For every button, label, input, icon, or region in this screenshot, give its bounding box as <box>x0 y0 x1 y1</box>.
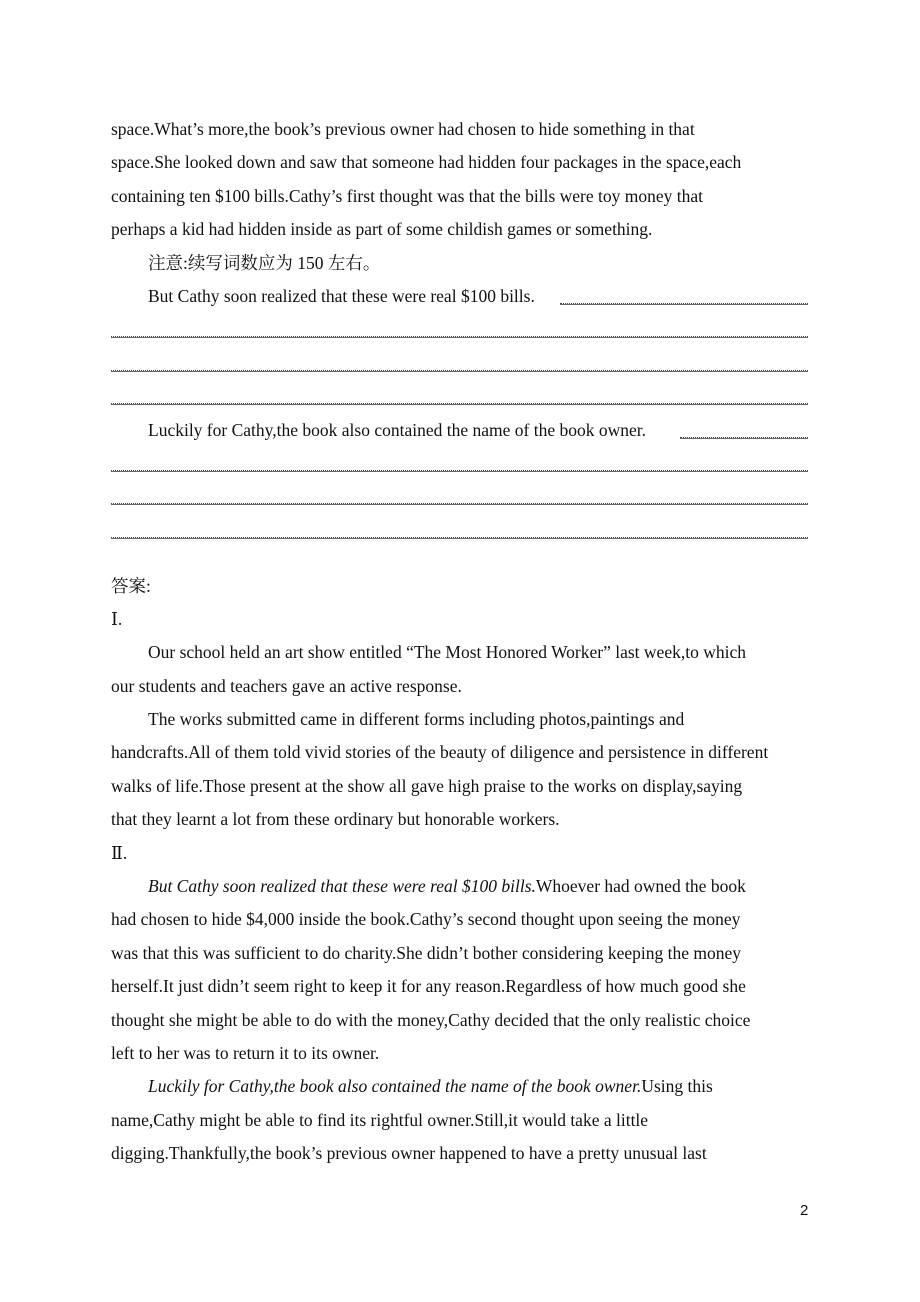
answer-2-line: left to her was to return it to its owner. <box>111 1043 380 1063</box>
prompt-2: Luckily for Cathy,the book also contained the name of the book owner. <box>148 420 646 440</box>
page-number: 2 <box>800 1202 809 1219</box>
answer-2-line: digging.Thankfully,the book’s previous owner happened to have a pretty unusual last <box>111 1143 707 1163</box>
section-2-label: Ⅱ. <box>111 843 128 863</box>
passage-line: perhaps a kid had hidden inside as part of some childish games or something. <box>111 219 653 239</box>
answer-2-line: name,Cathy might be able to find its rightful owner.Still,it would take a little <box>111 1110 649 1130</box>
writing-line[interactable] <box>111 537 808 539</box>
answer-1-line: Our school held an art show entitled “The Most Honored Worker” last week,to which <box>148 642 746 662</box>
section-1-label: Ⅰ. <box>111 609 123 629</box>
passage-line: containing ten $100 bills.Cathy’s first thought was that the bills were toy money that <box>111 186 704 206</box>
answer-2-first-text: Whoever had owned the book <box>535 876 746 896</box>
answer-2-second-text: Using this <box>641 1076 713 1096</box>
prompt-1: But Cathy soon realized that these were real $100 bills. <box>148 286 535 306</box>
passage-line: space.What’s more,the book’s previous owner had chosen to hide something in that <box>111 119 695 139</box>
writing-line[interactable] <box>111 370 808 372</box>
answer-2-line <box>148 875 746 897</box>
answer-1-line: walks of life.Those present at the show all gave high praise to the works on display,saying <box>111 776 743 796</box>
prompt-1-italic: But Cathy soon realized that these were real $100 bills. <box>148 876 536 896</box>
answers-heading: 答案: <box>111 576 151 596</box>
writing-line[interactable] <box>680 437 808 439</box>
answer-1-line: The works submitted came in different forms including photos,paintings and <box>148 709 685 729</box>
writing-line[interactable] <box>560 303 808 305</box>
prompt-2-italic: Luckily for Cathy,the book also contained the name of the book owner. <box>148 1076 642 1096</box>
answer-2-line <box>148 1075 713 1097</box>
writing-line[interactable] <box>111 503 808 505</box>
answer-2-line: was that this was sufficient to do charity.She didn’t bother considering keeping the money <box>111 943 742 963</box>
word-count-note: 注意:续写词数应为 150 左右。 <box>148 253 381 273</box>
passage-line: space.She looked down and saw that someone had hidden four packages in the space,each <box>111 152 742 172</box>
writing-line[interactable] <box>111 403 808 405</box>
answer-2-line: herself.It just didn’t seem right to keep it for any reason.Regardless of how much good she <box>111 976 746 996</box>
writing-line[interactable] <box>111 470 808 472</box>
answer-1-line: our students and teachers gave an active response. <box>111 676 462 696</box>
answer-2-line: had chosen to hide $4,000 inside the book.Cathy’s second thought upon seeing the money <box>111 909 741 929</box>
answer-1-line: that they learnt a lot from these ordinary but honorable workers. <box>111 809 560 829</box>
answer-2-line: thought she might be able to do with the money,Cathy decided that the only realistic choice <box>111 1010 751 1030</box>
answer-1-line: handcrafts.All of them told vivid stories of the beauty of diligence and persistence in different <box>111 742 769 762</box>
writing-line[interactable] <box>111 336 808 338</box>
